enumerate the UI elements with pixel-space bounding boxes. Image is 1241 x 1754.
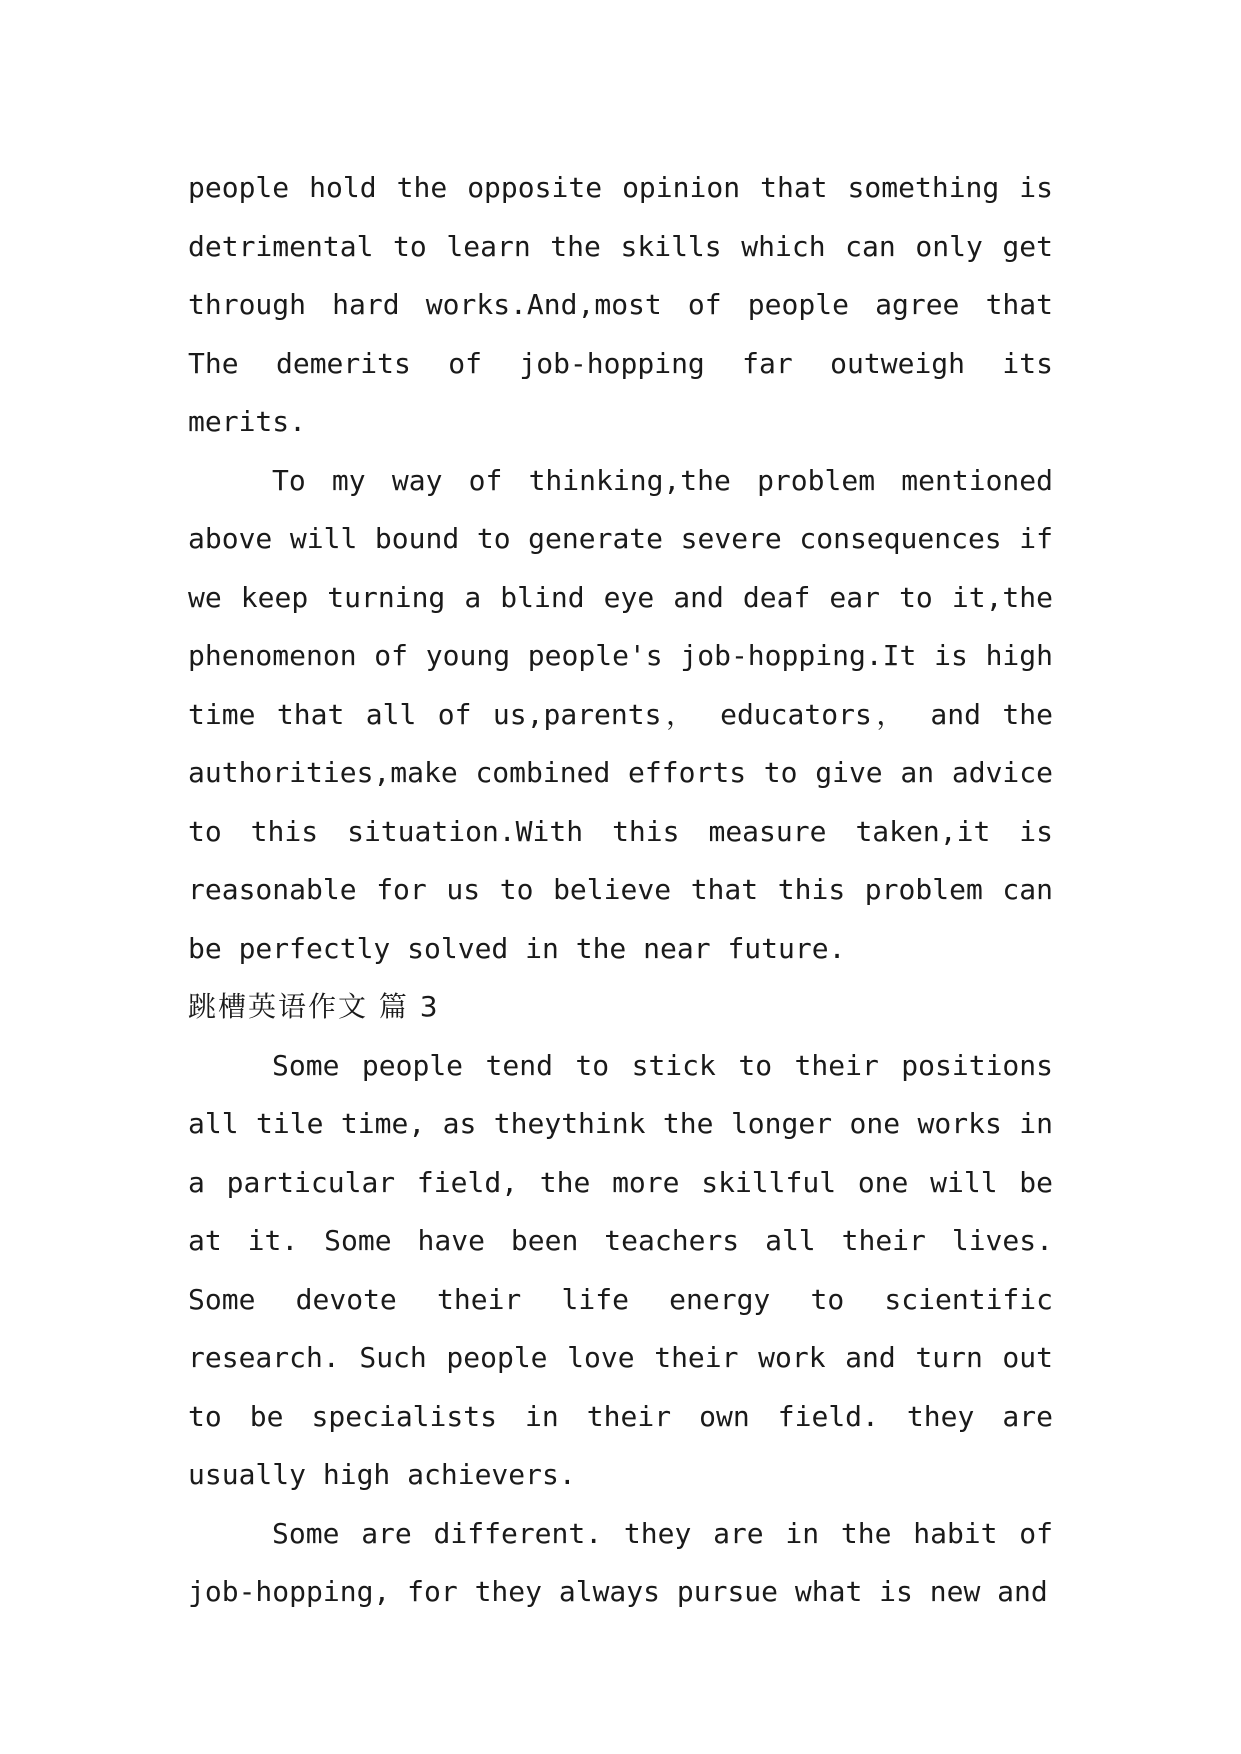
- paragraph-body-3: Some people tend to stick to their positions all tile time, as theythink the longer one works in a particular field, the more skillful one will be at it. Some have been teachers all their lives. Some devote their life energy to scientific research. Such people love their work and turn out to be specialists in their own field. they are usually high achievers.: [188, 1048, 1053, 1491]
- section-heading: 跳槽英语作文 篇 3: [188, 990, 440, 1023]
- document-page: [188, 159, 1053, 1622]
- paragraph-body-1: people hold the opposite opinion that something is detrimental to learn the skills which can only get through hard works.And,most of people agree that The demerits of job-hopping far outweigh its merits.: [188, 171, 1053, 438]
- paragraph-body-4: Some are different. they are in the habit of job-hopping, for they always pursue what is new and: [188, 1516, 1053, 1608]
- paragraph-body-2: To my way of thinking,the problem mentioned above will bound to generate severe consequences if we keep turning a blind eye and deaf ear to it,the phenomenon of young people's job-hopping.It is high time that all of us,parents， educators， and the authorities,make combined efforts to give an advice to this situation.With this measure taken,it is reasonable for us to believe that this problem can be perfectly solved in the near future.: [188, 463, 1053, 965]
